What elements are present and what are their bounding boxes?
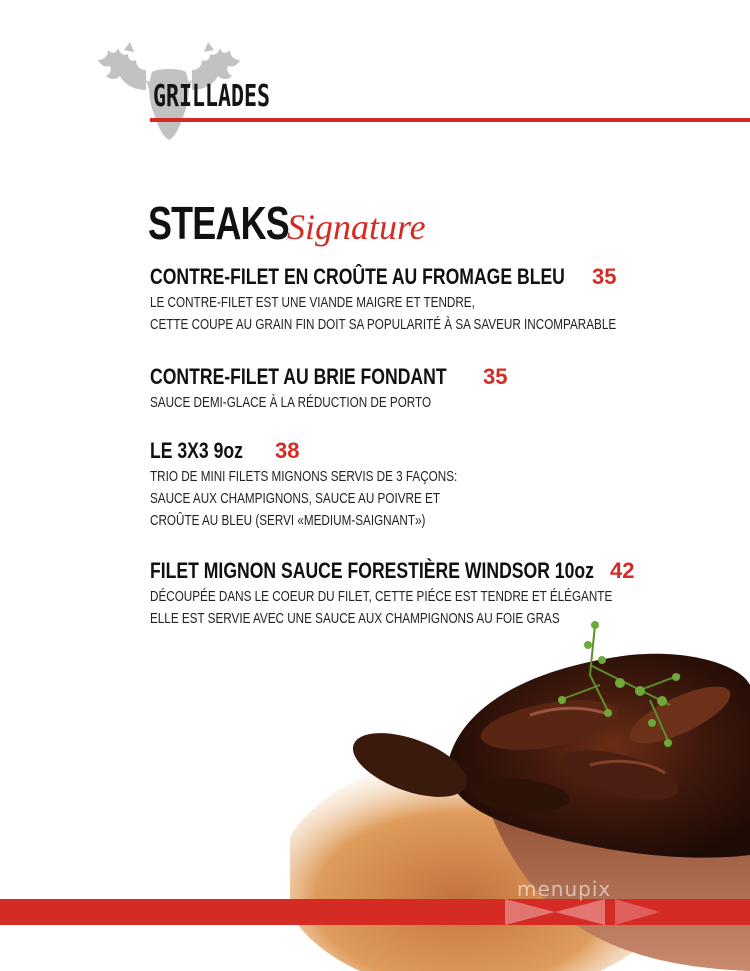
watermark-text: menupix bbox=[517, 877, 612, 901]
item-price: 42 bbox=[610, 558, 635, 583]
item-name: FILET MIGNON SAUCE FORESTIÈRE WINDSOR 10oz bbox=[150, 558, 594, 583]
item-price: 38 bbox=[275, 438, 300, 463]
menu-item bbox=[150, 264, 750, 336]
item-description-line: CETTE COUPE AU GRAIN FIN DOIT SA POPULARITÉ À SA SAVEUR INCOMPARABLE bbox=[150, 316, 617, 333]
menu-item bbox=[150, 364, 750, 414]
item-name: LE 3X3 9oz bbox=[150, 438, 243, 463]
item-description-line: SAUCE DEMI-GLACE À LA RÉDUCTION DE PORTO bbox=[150, 394, 432, 411]
item-name: CONTRE-FILET EN CROÛTE AU FROMAGE BLEU bbox=[150, 264, 565, 289]
section-title: GRILLADES bbox=[153, 79, 271, 114]
band-notch-decoration bbox=[495, 899, 665, 925]
item-description-line: DÉCOUPÉE DANS LE COEUR DU FILET, CETTE PIÉCE EST TENDRE ET ÉLÉGANTE bbox=[150, 588, 613, 605]
item-description-line: CROÛTE AU BLEU (SERVI «MEDIUM-SAIGNANT») bbox=[150, 512, 426, 529]
item-description-line: TRIO DE MINI FILETS MIGNONS SERVIS DE 3 FAÇONS: bbox=[150, 468, 458, 485]
item-name: CONTRE-FILET AU BRIE FONDANT bbox=[150, 364, 447, 389]
menu-item bbox=[150, 438, 750, 532]
item-description-line: ELLE EST SERVIE AVEC UNE SAUCE AUX CHAMPIGNONS AU FOIE GRAS bbox=[150, 610, 560, 627]
item-price: 35 bbox=[483, 364, 508, 389]
header-divider bbox=[150, 118, 750, 122]
bottom-red-band bbox=[0, 899, 750, 925]
heading-accent: Signature bbox=[287, 207, 426, 247]
item-description-line: SAUCE AUX CHAMPIGNONS, SAUCE AU POIVRE ET bbox=[150, 490, 440, 507]
item-description-line: LE CONTRE-FILET EST UNE VIANDE MAIGRE ET TENDRE, bbox=[150, 294, 475, 311]
item-price: 35 bbox=[592, 264, 617, 289]
heading-main: STEAKS bbox=[148, 197, 289, 249]
